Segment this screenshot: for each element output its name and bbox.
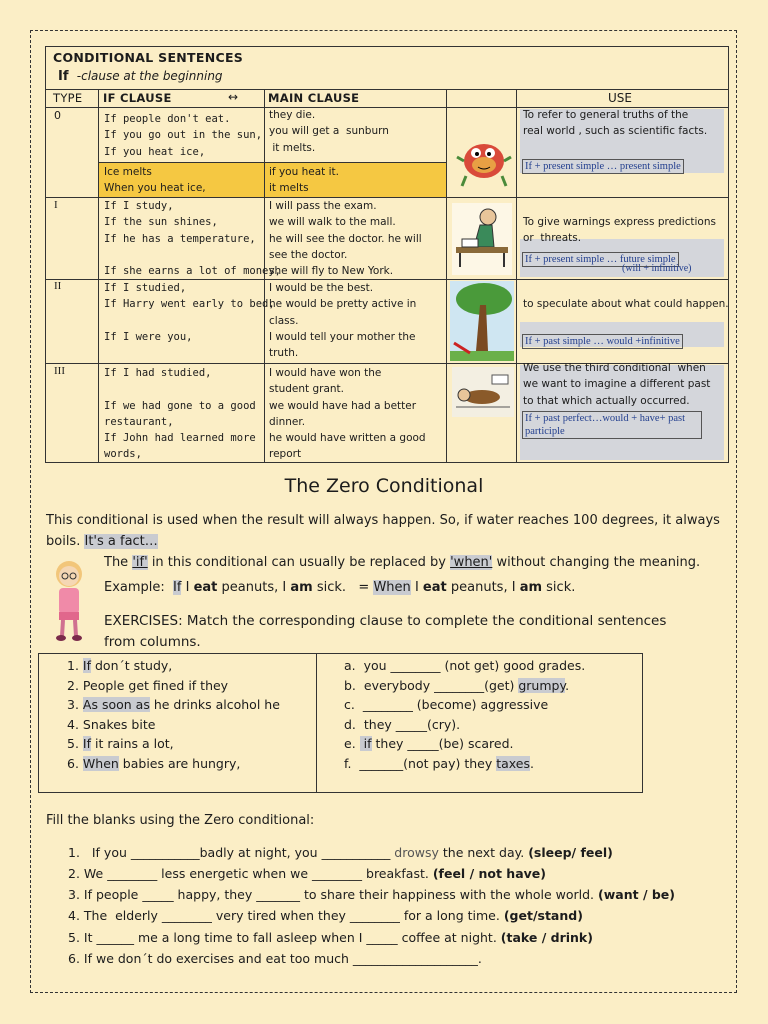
- monster-illustration: [456, 131, 512, 189]
- formula-2: If + past simple … would +infinitive: [522, 329, 683, 349]
- formula-3: If + past perfect…would + have+ past participle: [522, 411, 702, 439]
- list-item: e. if they _____(be) scared.: [344, 736, 514, 752]
- header-type: TYPE: [53, 91, 83, 105]
- zero-conditional-title: The Zero Conditional: [284, 475, 484, 497]
- main-clause-1: I will pass the exam. we will walk to the mall. he will see the doctor. he will see the doctor. she will fly to New York.: [269, 200, 422, 278]
- use-text-2: to speculate about what could happen.: [523, 298, 729, 310]
- list-item: c. ________ (become) aggressive: [344, 697, 549, 713]
- type-one: I: [54, 199, 58, 211]
- fill-item-5: 5. It ______ me a long time to fall asleep when I _____ coffee at night. (take / drink): [68, 930, 593, 945]
- if-clause-1: If I study, If the sun shines, If he has a temperature, If she earns a lot of money,: [104, 200, 282, 278]
- type-three: III: [54, 365, 65, 377]
- zero-intro: This conditional is used when the result will always happen. So, if water reaches 100 degrees, it always boils. It's a fact…: [46, 513, 720, 549]
- conditional-table: [45, 46, 729, 463]
- list-item: 1. If don´t study,: [67, 658, 173, 673]
- header-use: USE: [608, 91, 632, 105]
- header-if-clause: IF CLAUSE: [103, 91, 172, 105]
- main-clause-3: I would have won the student grant. we would have had a better dinner. he would have written a good report: [269, 367, 426, 461]
- exercises-instruction: EXERCISES: Match the corresponding clause to complete the conditional sentences from columns.: [104, 613, 667, 650]
- if-clause-3: If I had studied, If we had gone to a good restaurant, If John had learned more words,: [104, 367, 256, 461]
- formula-0: If + present simple … present simple: [522, 154, 684, 174]
- type-two: II: [54, 280, 62, 292]
- if-clause-0: If people don't eat. If you go out in the sun, If you heat ice,: [104, 113, 263, 158]
- inversion-main-0: if you heat it. it melts: [269, 166, 339, 195]
- fill-item-3: 3. If people _____ happy, they _______ to share their happiness with the whole world. (want / be): [68, 887, 675, 902]
- list-item: 6. When babies are hungry,: [67, 755, 241, 771]
- list-item: 3. As soon as he drinks alcohol he: [67, 697, 280, 713]
- fill-item-2: 2. We ________ less energetic when we ________ breakfast. (feel / not have): [68, 866, 546, 881]
- left-column: [67, 656, 280, 774]
- example-line: Example: If I eat peanuts, I am sick. = When I eat peanuts, I am sick.: [104, 580, 576, 595]
- sleeping-person-illustration: [452, 367, 514, 417]
- use-text-0: To refer to general truths of the real world , such as scientific facts.: [523, 109, 708, 138]
- student-desk-illustration: [452, 203, 512, 275]
- list-item: 2. People get fined if they: [67, 677, 229, 693]
- use-text-3: We use the third conditional when we want to imagine a different past to that which actually occurred.: [523, 362, 711, 407]
- matching-exercise-box: [38, 653, 643, 793]
- list-item: d. they _____(cry).: [344, 716, 461, 732]
- inversion-if-0: Ice melts When you heat ice,: [104, 166, 206, 195]
- list-item: 4. Snakes bite: [67, 716, 156, 732]
- formula-1: If + present simple … future simple: [522, 247, 679, 267]
- main-clause-2: I would be the best. he would be pretty active in class. I would tell your mother the truth.: [269, 282, 417, 360]
- fill-item-1: 1. If you ___________badly at night, you ___________ drowsy the next day. (sleep/ feel): [68, 845, 613, 860]
- list-item: f. _______(not pay) they taxes.: [344, 755, 534, 771]
- girl-illustration: [44, 556, 94, 642]
- table-subtitle: If -clause at the beginning: [58, 69, 223, 84]
- fill-item-6: 6. If we don´t do exercises and eat too much ____________________.: [68, 951, 482, 966]
- header-main-clause: MAIN CLAUSE: [268, 91, 360, 105]
- fill-item-4: 4. The elderly ________ very tired when they ________ for a long time. (get/stand): [68, 908, 583, 923]
- main-clause-0: they die. you will get a sunburn it melts.: [269, 109, 389, 154]
- type-zero: 0: [54, 109, 61, 122]
- fill-heading: Fill the blanks using the Zero conditional:: [46, 813, 315, 828]
- table-title: CONDITIONAL SENTENCES: [53, 50, 244, 65]
- tree-illustration: [450, 281, 514, 361]
- when-replacement-note: The 'if' in this conditional can usually be replaced by 'when' without changing the meaning.: [104, 555, 701, 570]
- list-item: 5. If it rains a lot,: [67, 736, 174, 752]
- formula-note-1: (will + infinitive): [622, 263, 692, 274]
- right-column: [344, 656, 585, 774]
- if-clause-2: If I studied, If Harry went early to bed, If I were you,: [104, 282, 275, 343]
- header-arrow: ↔: [228, 90, 239, 104]
- list-item: b. everybody ________(get) grumpy.: [344, 677, 570, 693]
- use-text-1: To give warnings express predictions or threats.: [523, 216, 716, 245]
- list-item: a. you ________ (not get) good grades.: [344, 658, 586, 673]
